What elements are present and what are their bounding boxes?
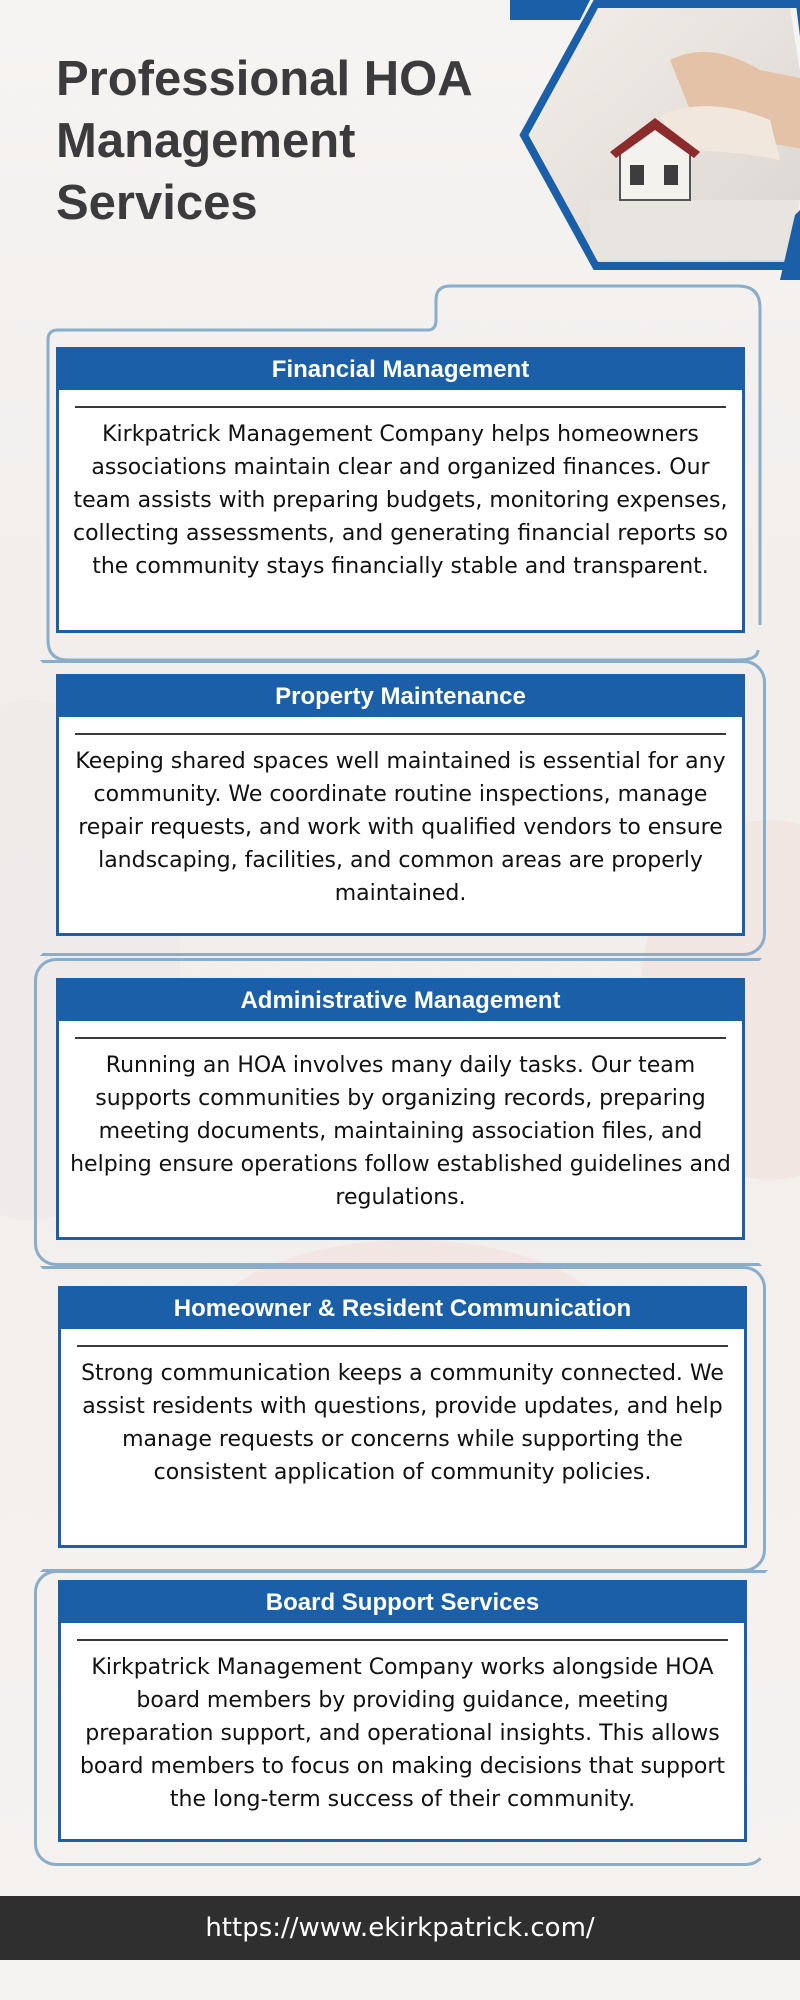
divider (77, 1639, 728, 1641)
footer (0, 1896, 800, 1960)
page-title: Professional HOA Management Services (56, 52, 471, 230)
divider (75, 1037, 726, 1039)
section-heading: Financial Management (59, 350, 742, 390)
section-heading: Homeowner & Resident Communication (61, 1289, 744, 1329)
hero-image (510, 0, 800, 280)
website-link[interactable]: https://www.ekirkpatrick.com/ (205, 1913, 595, 1943)
divider (75, 406, 726, 408)
section-body: Strong communication keeps a community connected. We assist residents with questions, provide updates, and help manage requests or concerns while supporting the consistent application of community policies. (81, 1361, 724, 1485)
section-heading: Administrative Management (59, 981, 742, 1021)
section-body: Kirkpatrick Management Company works alongside HOA board members by providing guidance, meeting preparation support, and operational insights. This allows board members to focus on making decisions that support the long-term success of their community. (79, 1655, 726, 1812)
section-body: Keeping shared spaces well maintained is essential for any community. We coordinate routine inspections, manage repair requests, and work with qualified vendors to ensure landscaping, facilities, and common areas are properly maintained. (75, 749, 726, 906)
section-card (56, 347, 745, 633)
section-heading: Board Support Services (61, 1583, 744, 1623)
section-card (58, 1580, 747, 1842)
section-body: Kirkpatrick Management Company helps homeowners associations maintain clear and organized finances. Our team assists with preparing budgets, monitoring expenses, collecting assessments, and generating financial reports so the community stays financially stable and transparent. (72, 422, 728, 579)
section-body: Running an HOA involves many daily tasks. Our team supports communities by organizing records, preparing meeting documents, maintaining association files, and helping ensure operations follow established guidelines and regulations. (70, 1053, 731, 1210)
hero-accent-bar (510, 0, 590, 20)
section-card (56, 674, 745, 936)
divider (77, 1345, 728, 1347)
section-card (56, 978, 745, 1240)
divider (75, 733, 726, 735)
section-heading: Property Maintenance (59, 677, 742, 717)
section-card (58, 1286, 747, 1548)
